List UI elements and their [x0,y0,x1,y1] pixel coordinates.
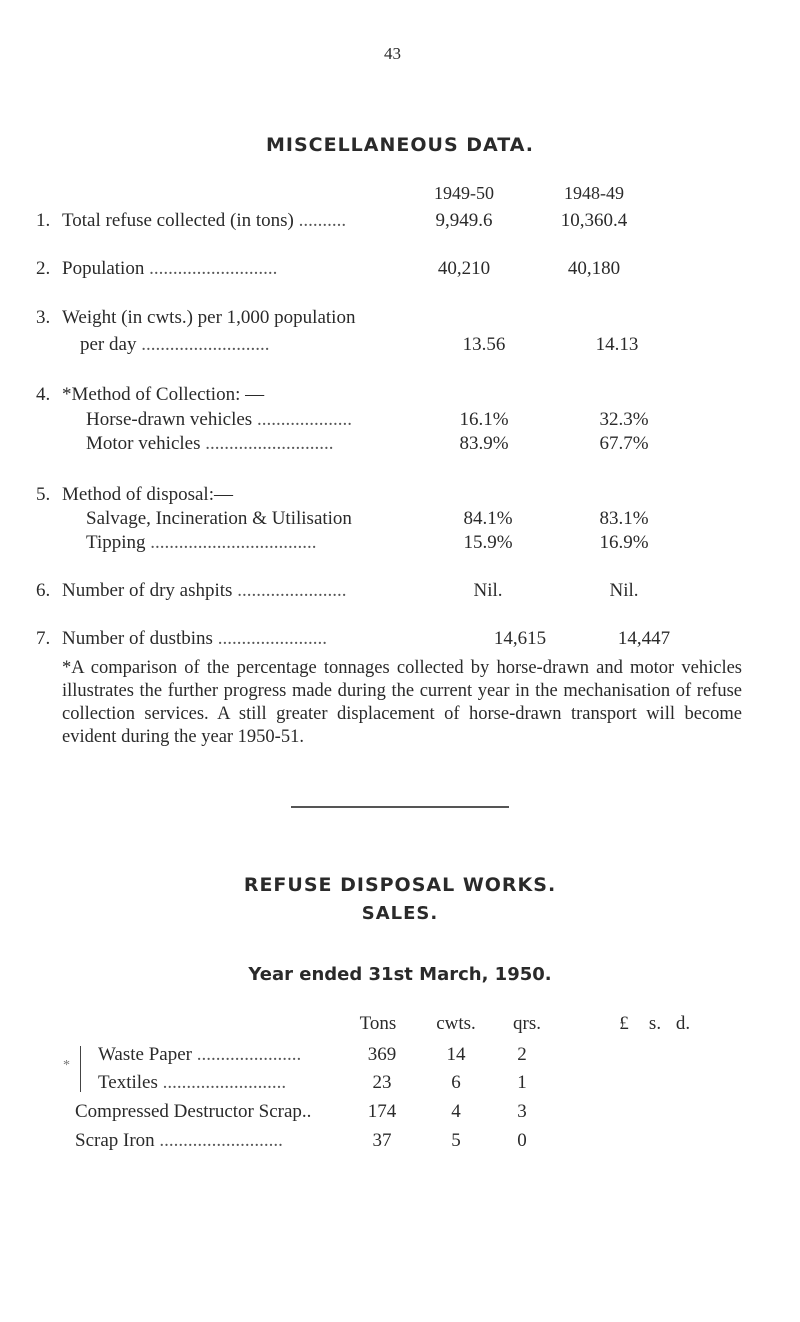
section-subtitle: SALES. [361,903,439,924]
header-pence: d. [675,1013,691,1034]
item-label: Number of dry ashpits [62,580,233,601]
value-1949-50: 16.1% [459,409,509,430]
value-1949-50: 9,949.6 [435,210,493,231]
item-label-continued: per day [80,334,137,355]
value-1949-50: Nil. [473,580,503,601]
item-number: 3. [36,307,51,328]
item-number: 6. [36,580,51,601]
value-1949-50: 15.9% [463,532,513,553]
cell-qrs: 3 [517,1101,527,1122]
footnote: *A comparison of the percentage tonnages collected by horse-drawn and motor vehicles illustrates the further progress made during the current year in the mechanisation of refuse collection services. A still greater displacement of horse-drawn transport will become evident during the year 1950-51. [62,658,742,747]
value-1949-50: 13.56 [462,334,506,355]
sub-item-label: Tipping [86,532,146,553]
brace [80,1046,89,1092]
page-number: 43 [384,44,401,63]
item-number: 4. [36,384,51,405]
item-label: Number of dustbins [62,628,213,649]
item-label: Total refuse collected (in tons) [62,210,294,231]
divider [291,806,509,808]
sub-item-label: Horse-drawn vehicles [86,409,253,430]
value-1948-49: Nil. [609,580,639,601]
section-title: REFUSE DISPOSAL WORKS. [243,874,557,896]
header-tons: Tons [359,1013,397,1034]
value-1948-49: 16.9% [599,532,649,553]
header-pounds: £ [619,1013,629,1034]
cell-cwts: 14 [446,1044,466,1065]
cell-qrs: 0 [517,1130,527,1151]
item-number: 7. [36,628,51,649]
cell-cwts: 6 [451,1072,461,1093]
column-header-1948-49: 1948-49 [564,183,624,203]
year-label: Year ended 31st March, 1950. [248,964,552,985]
value-1948-49: 10,360.4 [560,210,628,231]
value-1949-50: 40,210 [437,258,491,279]
item-number: 5. [36,484,51,505]
value-1949-50: 83.9% [459,433,509,454]
value-1949-50: 14,615 [493,628,547,649]
cell-tons: 37 [372,1130,392,1151]
item-label: Weight (in cwts.) per 1,000 population [62,307,356,328]
header-qrs: qrs. [513,1013,541,1034]
item-label: Population [62,258,145,279]
cell-qrs: 2 [517,1044,527,1065]
page-title: MISCELLANEOUS DATA. [265,134,535,156]
cell-tons: 369 [367,1044,397,1065]
cell-cwts: 4 [451,1101,461,1122]
value-1948-49: 32.3% [599,409,649,430]
value-1949-50: 84.1% [463,508,513,529]
row-label: Waste Paper [98,1044,192,1065]
item-label: Method of disposal:— [62,484,233,505]
header-cwts: cwts. [436,1013,476,1034]
value-1948-49: 14.13 [595,334,639,355]
item-number: 1. [36,210,51,231]
brace-asterisk: * [63,1058,70,1073]
value-1948-49: 67.7% [599,433,649,454]
item-number: 2. [36,258,51,279]
cell-qrs: 1 [517,1072,527,1093]
header-shillings: s. [648,1013,662,1034]
row-label: Textiles [98,1072,158,1093]
cell-tons: 23 [372,1072,392,1093]
item-label: *Method of Collection: — [62,384,265,405]
cell-cwts: 5 [451,1130,461,1151]
row-label: Compressed Destructor Scrap.. [75,1101,312,1122]
sub-item-label: Salvage, Incineration & Utilisation [86,508,352,529]
row-label: Scrap Iron [75,1130,155,1151]
value-1948-49: 83.1% [599,508,649,529]
value-1948-49: 40,180 [567,258,621,279]
value-1948-49: 14,447 [617,628,671,649]
sub-item-label: Motor vehicles [86,433,201,454]
column-header-1949-50: 1949-50 [434,183,494,203]
cell-tons: 174 [367,1101,397,1122]
